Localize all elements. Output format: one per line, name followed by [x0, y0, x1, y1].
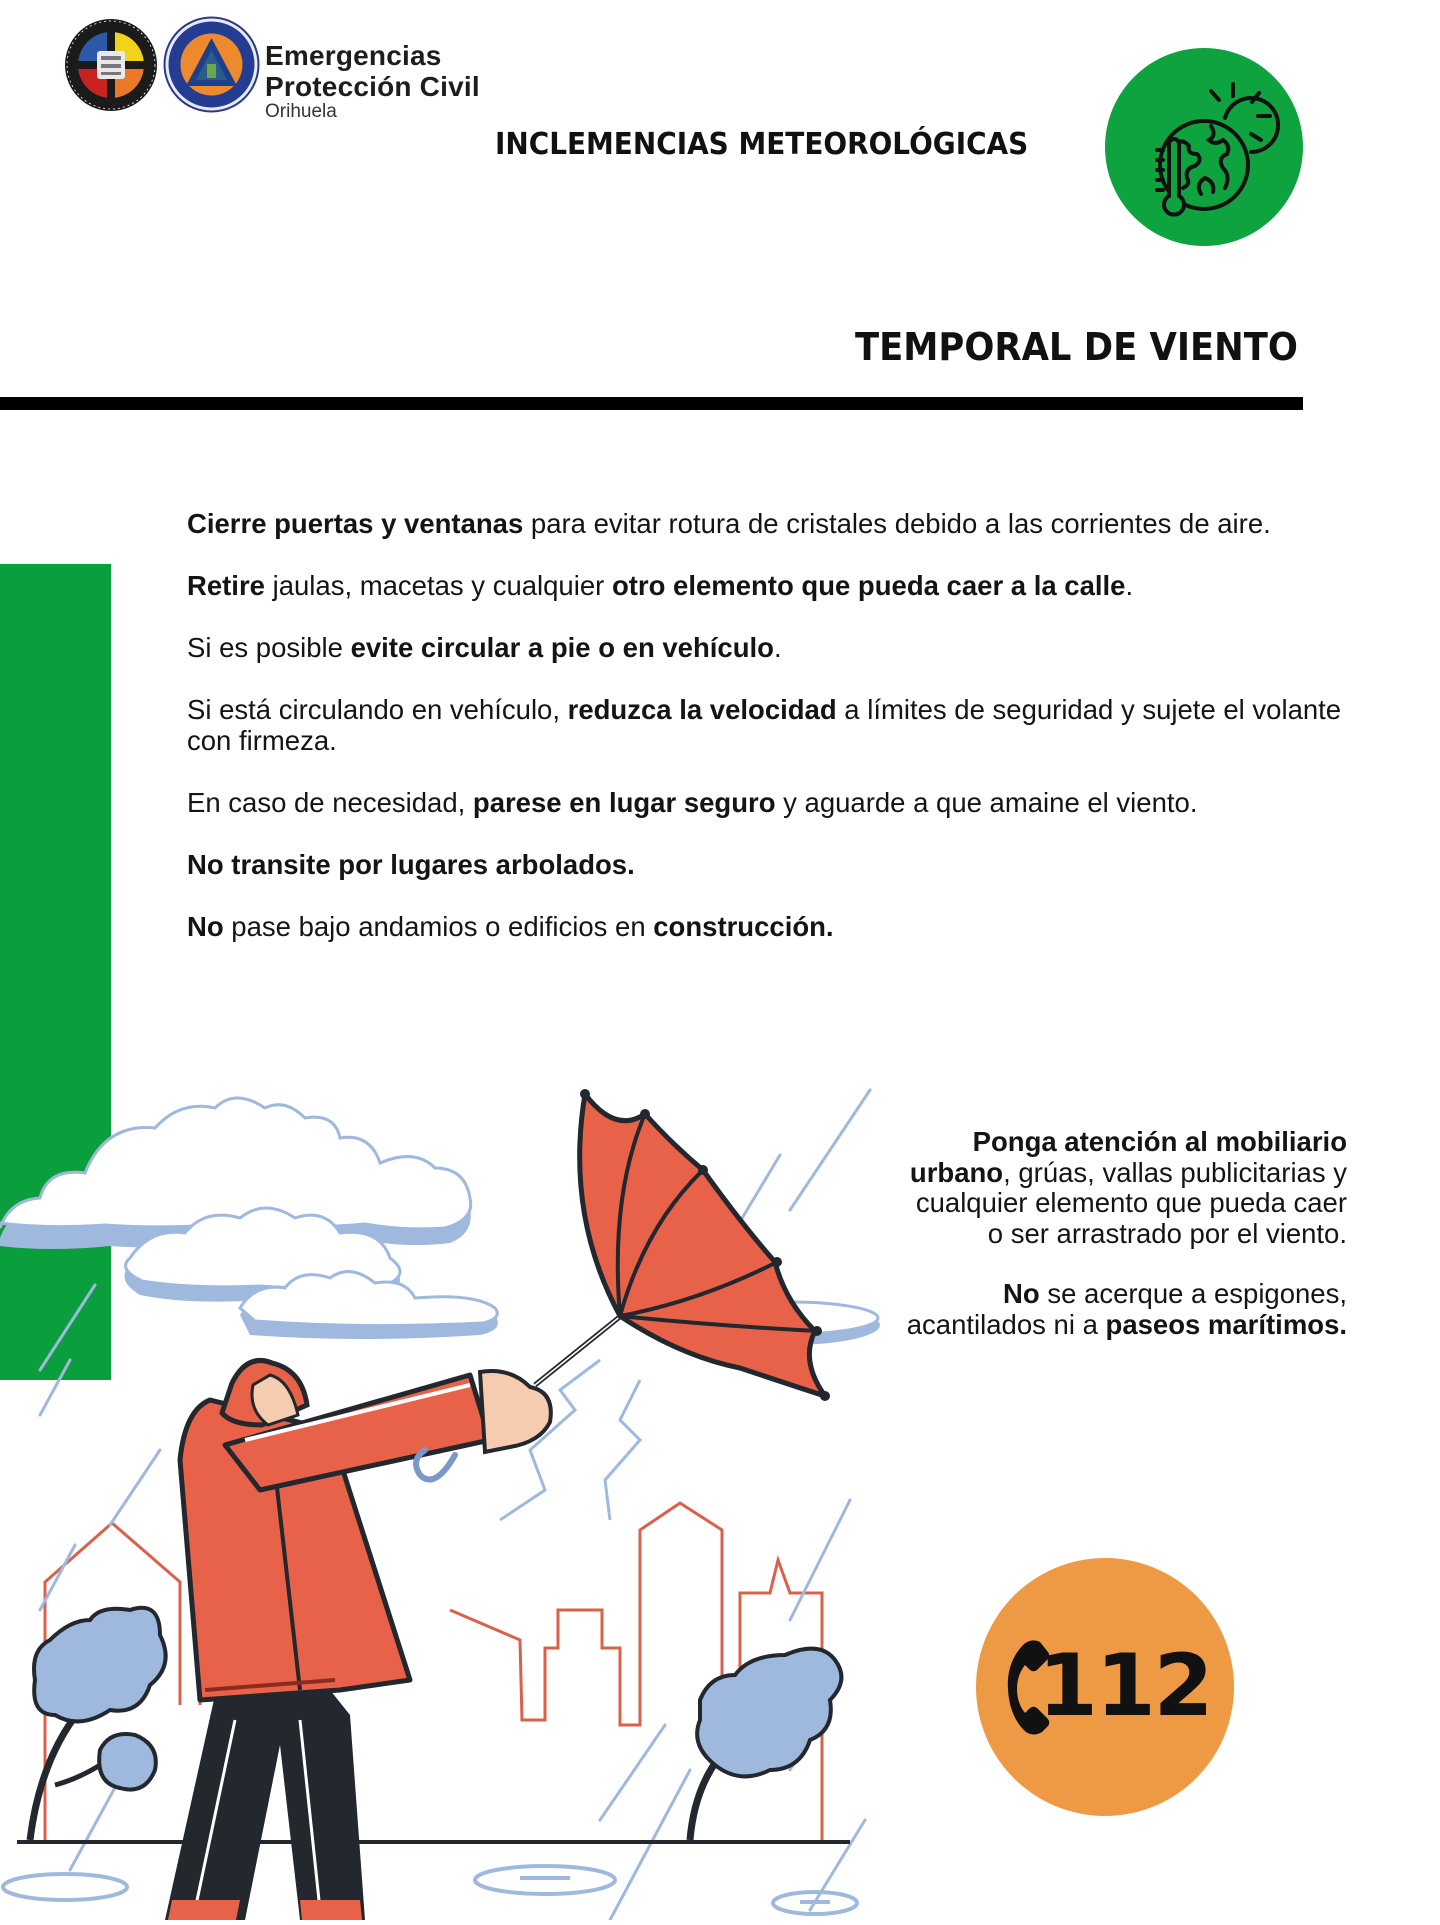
tip-item: [187, 787, 1347, 818]
body-text: .: [1125, 570, 1134, 601]
emphasis-text: reduzca la velocidad: [567, 694, 837, 725]
emergencias-shield-icon: [63, 18, 159, 112]
tree-icon: [30, 1608, 841, 1840]
side-tip-item: [900, 1279, 1347, 1340]
body-text: Si es posible: [187, 632, 351, 663]
emphasis-text: parese en lugar seguro: [472, 787, 776, 818]
person-with-umbrella-illustration: [0, 1060, 900, 1920]
logo-proteccion-civil: [163, 16, 260, 113]
tip-item: [187, 632, 1347, 663]
emergency-number: 112: [1038, 1636, 1212, 1736]
weather-badge: [1105, 48, 1303, 246]
wind-storm-illustration: [0, 1060, 900, 1920]
tip-item: [187, 911, 1347, 942]
emphasis-text: otro elemento que pueda caer a la calle: [611, 570, 1126, 601]
brand-emergencias: Emergencias: [265, 40, 442, 71]
brand-text: [265, 40, 480, 122]
emphasis-text: No: [187, 911, 224, 942]
brand-orihuela: Orihuela: [265, 101, 337, 122]
side-tips: [900, 1127, 1347, 1370]
emphasis-text: Retire: [187, 570, 265, 601]
body-text: Si está circulando en vehículo,: [187, 694, 568, 725]
tip-item: [187, 694, 1347, 756]
tip-item: [187, 508, 1347, 539]
emphasis-text: paseos marítimos.: [1105, 1308, 1347, 1340]
emphasis-text: Ponga atención al mobiliario urbano: [909, 1126, 1347, 1188]
body-text: En caso de necesidad,: [187, 787, 473, 818]
body-text: pase bajo andamios o edificios en: [223, 911, 654, 942]
section-title: TEMPORAL DE VIENTO: [855, 325, 1298, 369]
document-title: INCLEMENCIAS METEOROLÓGICAS: [495, 127, 1029, 162]
emphasis-text: Cierre puertas y ventanas: [187, 508, 524, 539]
emphasis-text: evite circular a pie o en vehículo: [350, 632, 774, 663]
tip-item: [187, 570, 1347, 601]
tip-item: [187, 849, 1347, 880]
emergency-number-badge[interactable]: [976, 1558, 1234, 1816]
body-text: .: [773, 632, 782, 663]
umbrella-icon: [535, 1089, 830, 1401]
body-text: y aguarde a que amaine el viento.: [775, 787, 1198, 818]
body-text: jaulas, macetas y cualquier: [264, 570, 612, 601]
proteccion-civil-triangle-icon: [163, 16, 260, 113]
emphasis-text: No transite por lugares arbolados.: [187, 849, 635, 880]
side-tip-item: [900, 1127, 1347, 1249]
body-text: para evitar rotura de cristales debido a las corrientes de aire.: [523, 508, 1271, 539]
body-text: a límites de seguridad y sujete el volante con firmeza.: [187, 694, 1342, 756]
brand-proteccion-civil: Protección Civil: [265, 71, 480, 102]
body-text: se acerque a espigones, acantilados ni a: [906, 1278, 1347, 1340]
tips-list: [187, 508, 1347, 973]
person-figure: [165, 1361, 551, 1921]
emphasis-text: construcción.: [653, 911, 834, 942]
logo-ayuntamiento-emergencias: [63, 18, 159, 112]
emphasis-text: No: [1003, 1278, 1040, 1309]
weather-globe-thermometer-sun-icon: [1105, 48, 1303, 246]
section-divider: [0, 397, 1303, 410]
body-text: , grúas, vallas publicitarias y cualquier elemento que pueda caer o ser arrastrado por el viento.: [915, 1156, 1347, 1249]
